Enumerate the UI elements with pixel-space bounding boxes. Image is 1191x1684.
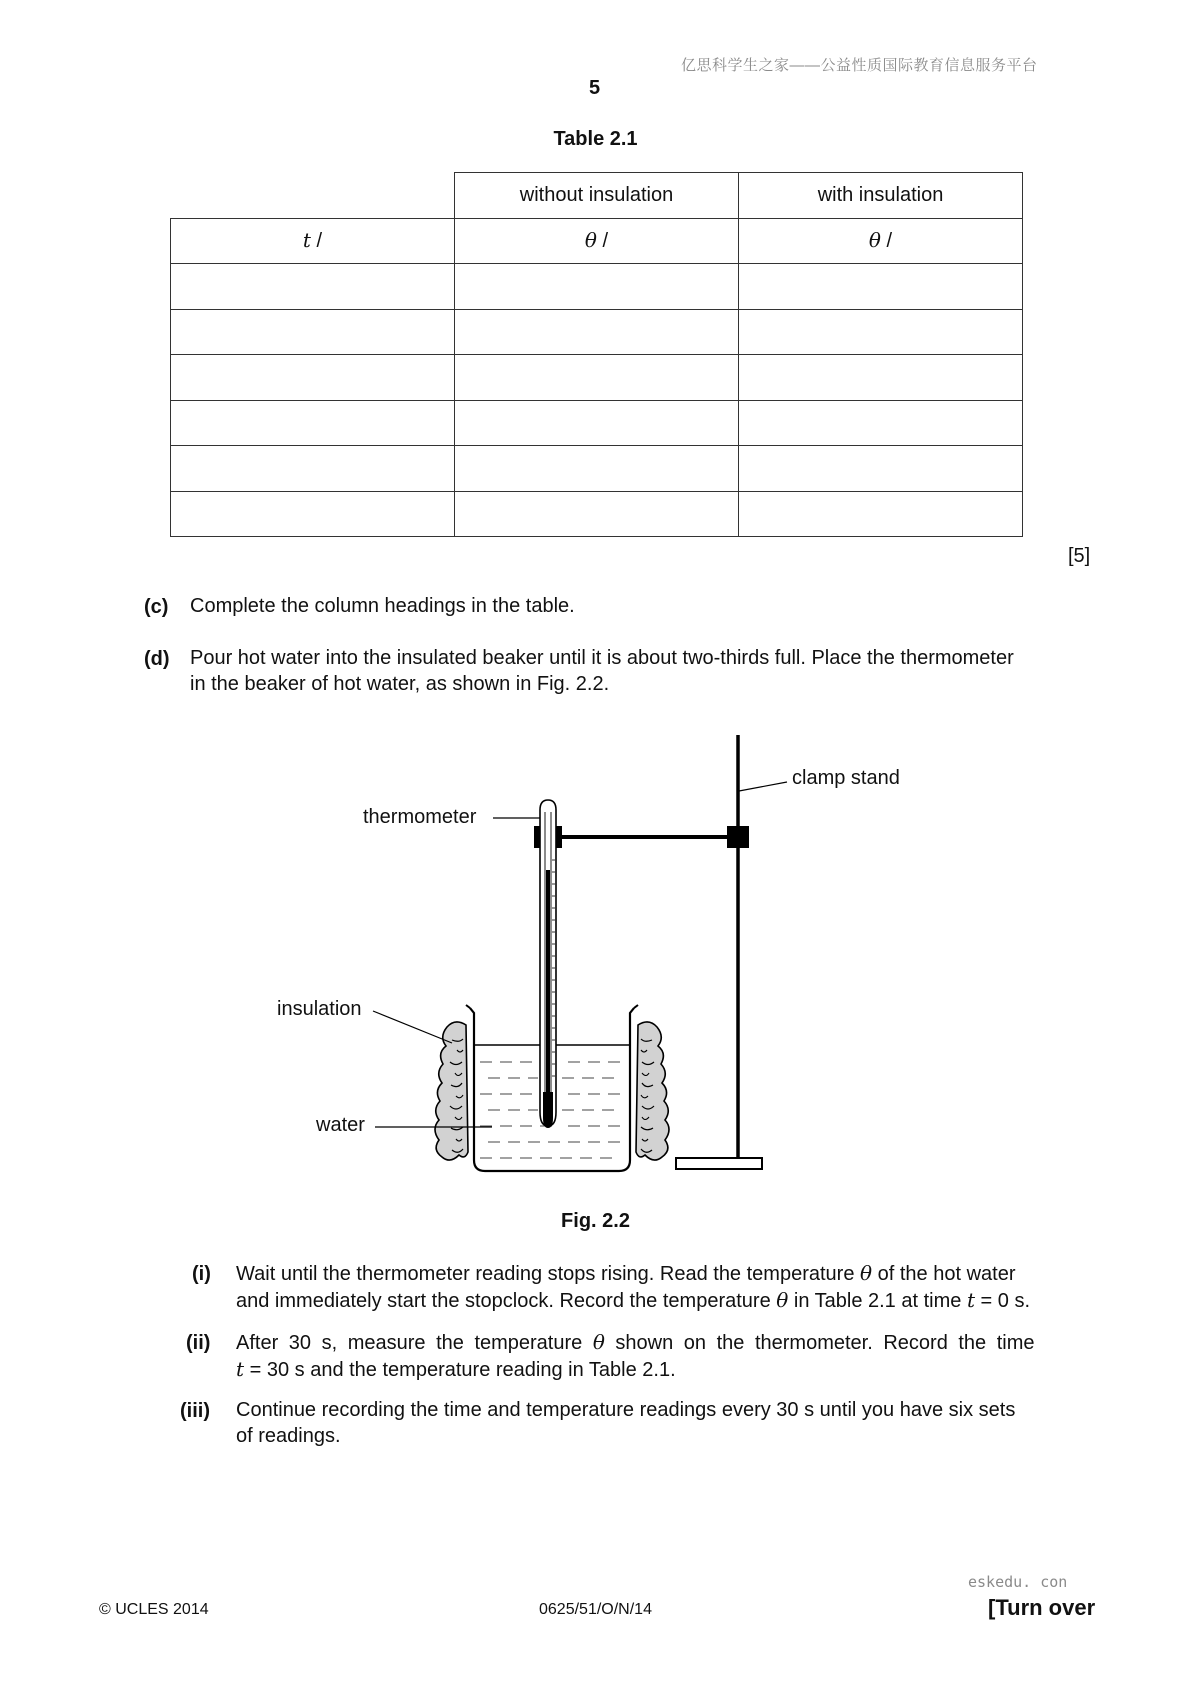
table-title: Table 2.1 [553, 128, 638, 150]
subpart-i-line [236, 1287, 1094, 1314]
header-watermark: 亿思科学生之家——公益性质国际教育信息服务平台 [681, 57, 1038, 74]
unit-slash: / [596, 230, 609, 253]
time-symbol: t [236, 1357, 245, 1381]
text-run: and immediately start the stopclock. Record the temperature [236, 1290, 777, 1312]
text-run: in Table 2.1 at time [788, 1290, 967, 1312]
turn-over-label: [Turn over [988, 1595, 1096, 1620]
text-run: After 30 s, measure the temperature [236, 1332, 593, 1354]
text-run: shown on the thermometer. Record the time [604, 1332, 1035, 1354]
label-water: water [316, 1114, 365, 1136]
time-symbol: t [302, 228, 311, 253]
question-c-label: (c) [144, 596, 169, 618]
text-run: of the hot water [872, 1263, 1016, 1285]
footer-watermark: eskedu. con [968, 1573, 1068, 1591]
unit-slash: / [310, 230, 323, 253]
time-symbol: t [966, 1288, 975, 1312]
text-run: = 30 s and the temperature reading in Table 2.1. [244, 1359, 676, 1381]
subpart-iii-line: of readings. [236, 1425, 341, 1447]
text-run: = 0 s. [974, 1290, 1031, 1312]
subpart-iii-text [236, 1397, 1094, 1449]
leader-clamp-stand [739, 782, 787, 791]
page-number: 5 [589, 77, 601, 99]
subpart-ii-text [236, 1329, 1094, 1383]
subpart-ii-label: (ii) [186, 1332, 211, 1354]
theta-symbol: θ [584, 228, 597, 253]
question-d-label: (d) [144, 648, 170, 670]
footer-copyright: © UCLES 2014 [99, 1601, 209, 1618]
subpart-iii-line: Continue recording the time and temperature readings every 30 s until you have six sets [236, 1399, 1016, 1421]
thermometer-liquid [546, 870, 550, 1100]
clamp-boss-stand [727, 826, 749, 848]
unit-slash: / [880, 230, 893, 253]
question-d-line: Pour hot water into the insulated beaker until it is about two-thirds full. Place the thermometer [190, 647, 1014, 669]
subpart-i-line [236, 1260, 1094, 1287]
theta-symbol: θ [868, 228, 881, 253]
text-run: Wait until the thermometer reading stops rising. Read the temperature [236, 1263, 861, 1285]
figure-caption: Fig. 2.2 [561, 1210, 630, 1232]
group-header-without-insulation: without insulation [455, 173, 739, 219]
question-c-text: Complete the column headings in the table. [190, 595, 575, 617]
subpart-i-label: (i) [192, 1263, 211, 1285]
subpart-i-text [236, 1260, 1094, 1314]
thermometer-bulb [543, 1092, 553, 1128]
label-clamp-stand: clamp stand [792, 767, 900, 789]
subpart-ii-line [236, 1329, 1094, 1356]
label-thermometer: thermometer [363, 806, 477, 828]
table-marks: [5] [1068, 545, 1091, 567]
group-header-with-insulation: with insulation [739, 173, 1023, 219]
theta-symbol: θ [592, 1330, 605, 1354]
footer-paper-code: 0625/51/O/N/14 [539, 1601, 652, 1618]
label-insulation: insulation [277, 998, 362, 1020]
insulation-right [636, 1022, 669, 1160]
theta-symbol: θ [860, 1261, 873, 1285]
subpart-ii-line [236, 1356, 1094, 1383]
leader-insulation [373, 1011, 452, 1043]
clamp-stand-base [676, 1158, 762, 1169]
subpart-iii-label: (iii) [180, 1400, 210, 1422]
question-d-line: in the beaker of hot water, as shown in Fig. 2.2. [190, 673, 610, 695]
theta-symbol: θ [776, 1288, 789, 1312]
